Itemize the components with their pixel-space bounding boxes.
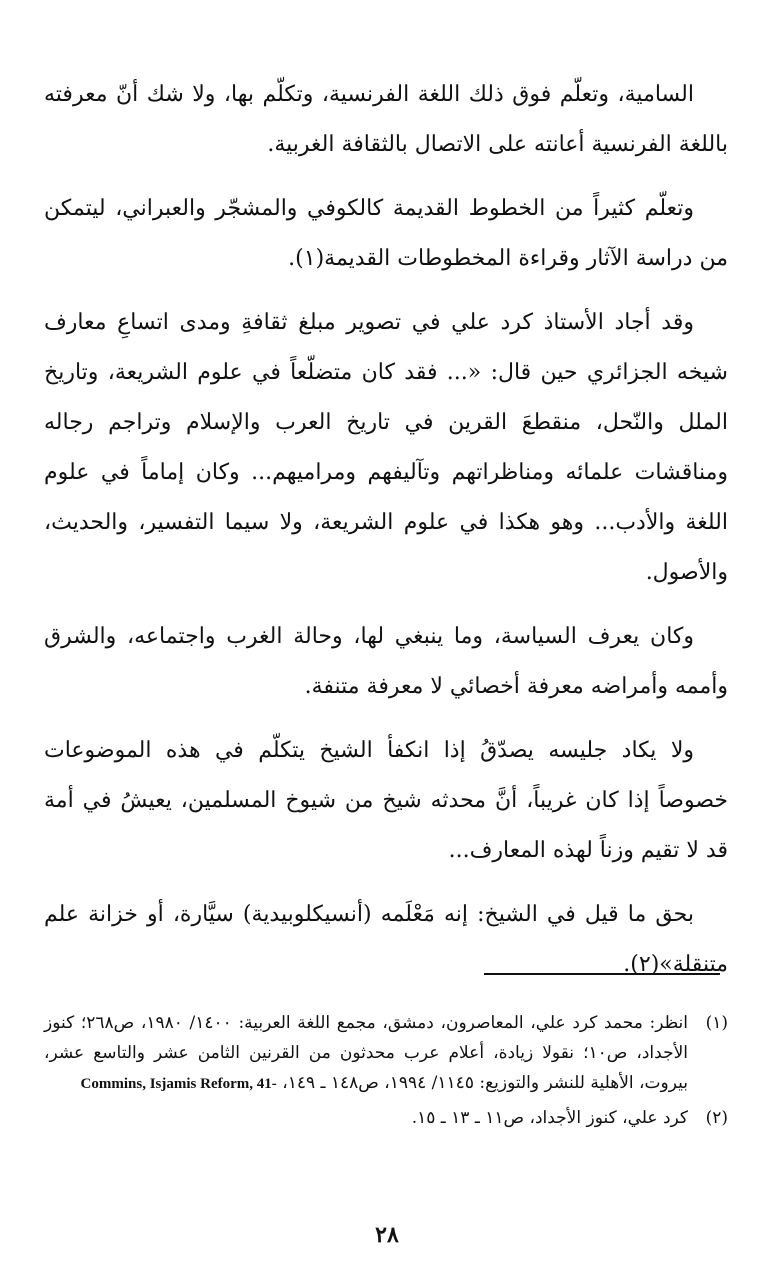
paragraph-2: وتعلّم كثيراً من الخطوط القديمة كالكوفي والمشجّر والعبراني، ليتمكن من دراسة الآثار وقراءة المخطوطات القديمة(١).: [44, 196, 728, 271]
paragraph-5: ولا يكاد جليسه يصدّقُ إذا انكفأ الشيخ يتكلّم في هذه الموضوعات خصوصاً إذا كان غريباً، أنَّ محدثه شيخ من شيوخ المسلمين، يعيشُ في أمة قد لا تقيم وزناً لهذه المعارف...: [44, 738, 728, 863]
footnote-number: (٢): [705, 1108, 728, 1128]
footnote-latin-citation: Commins, Isjamis Reform, 41-: [80, 1076, 277, 1092]
paragraph-6: بحق ما قيل في الشيخ: إنه مَعْلَمه (أنسيكلوبيدية) سيَّارة، أو خزانة علم متنقلة»(٢).: [44, 902, 728, 977]
paragraph-4: وكان يعرف السياسة، وما ينبغي لها، وحالة الغرب واجتماعه، والشرق وأممه وأمراضه معرفة أخصائي لا معرفة متنفة.: [44, 624, 728, 699]
footnote-number: (١): [705, 1013, 728, 1033]
footnotes: [44, 1008, 728, 1137]
footnote-1: [44, 1008, 728, 1099]
footnote-body: كرد علي، كنوز الأجداد، ص١١ ـ ١٣ ـ ١٥.: [411, 1108, 688, 1128]
footnote-text: [44, 1008, 688, 1099]
footnote-body: انظر: محمد كرد علي، المعاصرون، دمشق، مجمع اللغة العربية: ١٤٠٠/ ١٩٨٠، ص٢٦٨؛ كنوز الأجداد، ص١٠؛ نقولا زيادة، أعلام عرب محدثون من القرنين الثامن عشر والتاسع عشر، بيروت، الأهلية للنشر والتوزيع: ١١٤٥/ ١٩٩٤، ص١٤٨ ـ ١٤٩،: [44, 1013, 689, 1093]
page-number: ٢٨: [375, 1222, 399, 1248]
footnote-separator: [484, 973, 720, 975]
main-text: [44, 70, 728, 1004]
paragraph-3: وقد أجاد الأستاذ كرد علي في تصوير مبلغ ثقافةِ ومدى اتساعِ معارف شيخه الجزائري حين قال: «... فقد كان متضلّعاً في علوم الشريعة، وتاريخ الملل والنّحل، منقطعَ القرين في تاريخ العرب والإسلام وتراجم رجاله ومناقشات علمائه ومناظراتهم وتآليفهم ومراميهم... وكان إماماً في علوم اللغة والأدب... وهو هكذا في علوم الشريعة، ولا سيما التفسير، والحديث، والأصول.: [44, 310, 728, 585]
paragraph-1: السامية، وتعلّم فوق ذلك اللغة الفرنسية، وتكلّم بها، ولا شك أنّ معرفته باللغة الفرنسية أعانته على الاتصال بالثقافة الغربية.: [44, 82, 728, 157]
footnote-text: [44, 1103, 688, 1133]
footnote-2: [44, 1103, 728, 1133]
